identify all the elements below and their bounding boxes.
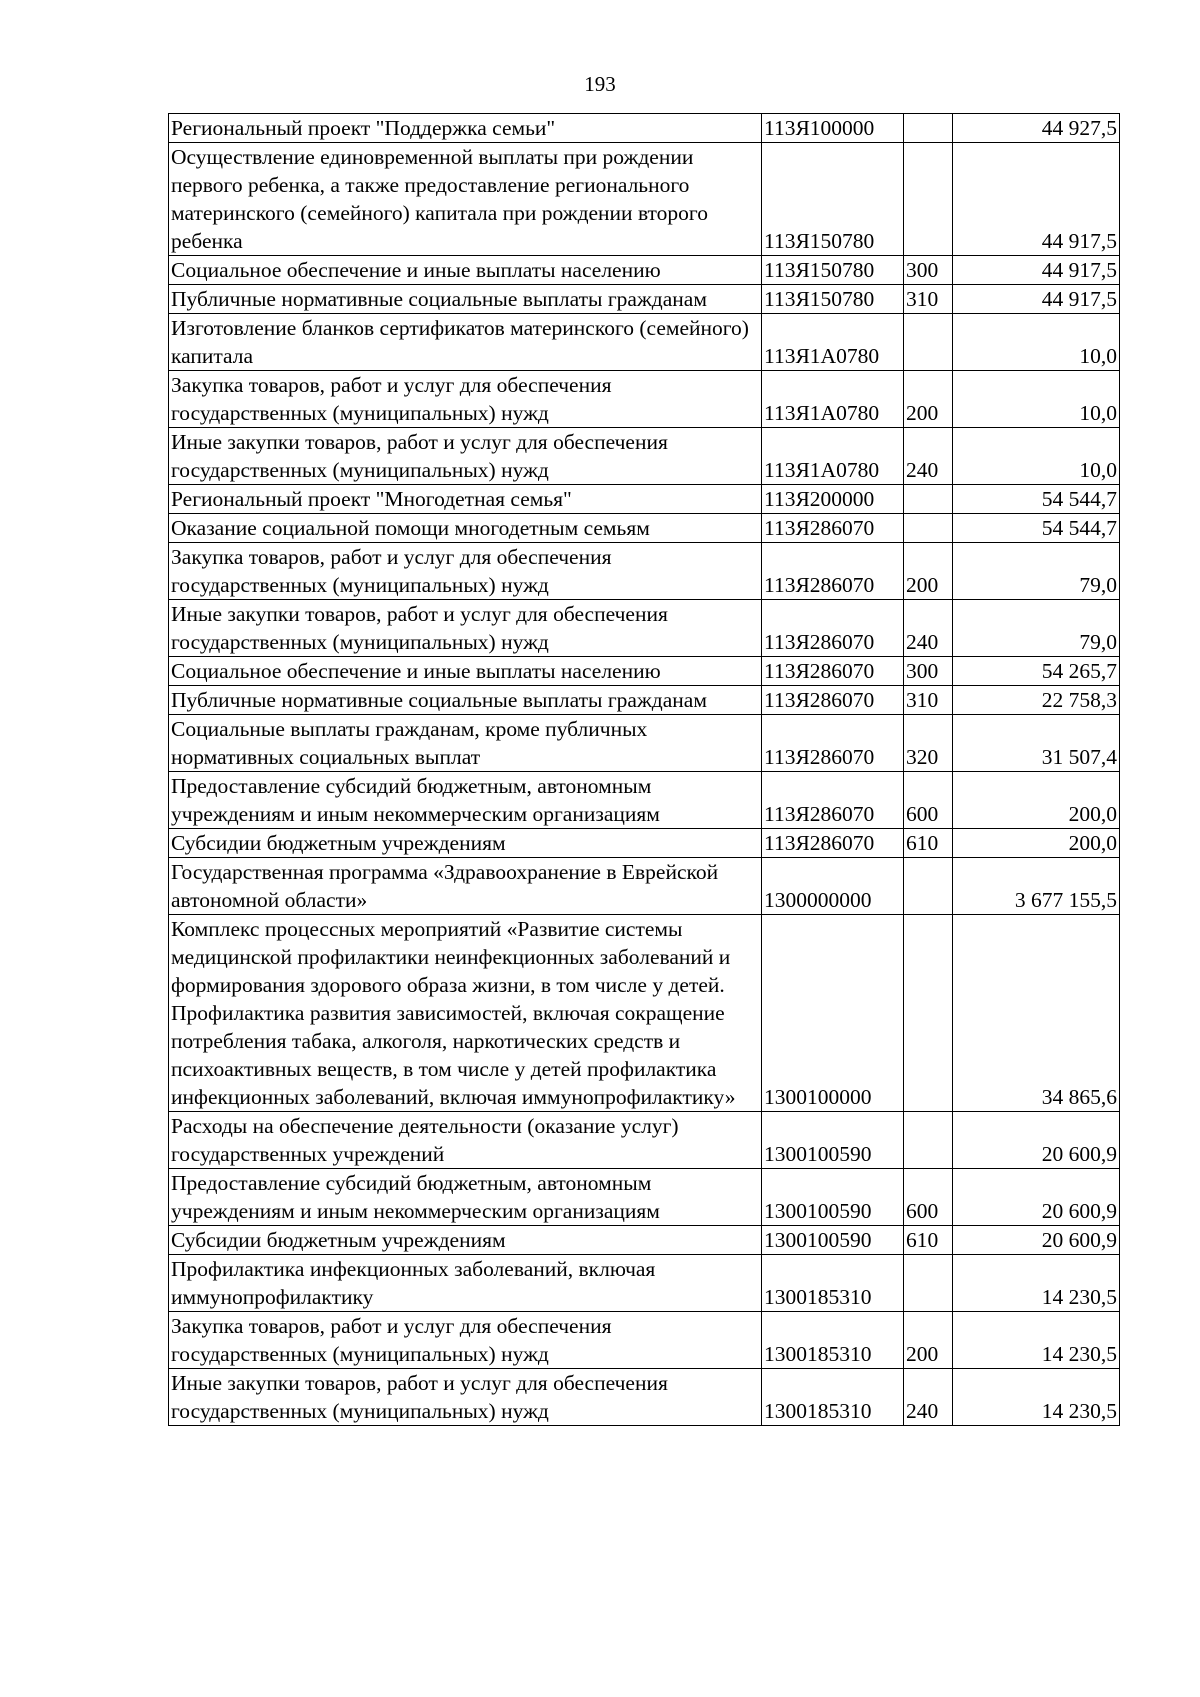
page-number: 193 xyxy=(584,72,616,96)
row-code-cell: 113Я150780 xyxy=(762,256,904,285)
row-code-cell: 113Я286070 xyxy=(762,686,904,715)
row-amount-cell: 54 265,7 xyxy=(953,657,1120,686)
table-row xyxy=(169,371,1120,428)
row-type-cell xyxy=(904,314,953,371)
row-code-cell: 113Я150780 xyxy=(762,143,904,256)
row-amount-cell: 44 917,5 xyxy=(953,143,1120,256)
row-amount-cell: 54 544,7 xyxy=(953,485,1120,514)
table-row xyxy=(169,1255,1120,1312)
row-type-cell: 300 xyxy=(904,256,953,285)
table-row xyxy=(169,772,1120,829)
row-code-cell: 113Я1А0780 xyxy=(762,428,904,485)
row-code-cell: 113Я286070 xyxy=(762,715,904,772)
row-code-cell: 1300185310 xyxy=(762,1255,904,1312)
row-amount-cell: 200,0 xyxy=(953,772,1120,829)
row-amount-cell: 44 927,5 xyxy=(953,114,1120,143)
table-row xyxy=(169,1312,1120,1369)
row-name-cell: Комплекс процессных мероприятий «Развитие системы медицинской профилактики неинфекционных заболеваний и формирования здорового образа жизни, в том числе у детей. Профилактика развития зависимостей, включая сокращение потребления табака, алкоголя, наркотических средств и психоактивных веществ, в том числе у детей профилактика инфекционных заболеваний, включая иммунопрофилактику» xyxy=(169,915,762,1112)
row-name-cell: Иные закупки товаров, работ и услуг для обеспечения государственных (муниципальных) нужд xyxy=(169,428,762,485)
row-name-cell: Предоставление субсидий бюджетным, автономным учреждениям и иным некоммерческим организациям xyxy=(169,1169,762,1226)
row-name-cell: Социальное обеспечение и иные выплаты населению xyxy=(169,256,762,285)
row-amount-cell: 79,0 xyxy=(953,543,1120,600)
row-code-cell: 1300185310 xyxy=(762,1312,904,1369)
row-name-cell: Социальные выплаты гражданам, кроме публичных нормативных социальных выплат xyxy=(169,715,762,772)
row-type-cell: 240 xyxy=(904,1369,953,1426)
row-name-cell: Закупка товаров, работ и услуг для обеспечения государственных (муниципальных) нужд xyxy=(169,371,762,428)
row-amount-cell: 20 600,9 xyxy=(953,1226,1120,1255)
row-type-cell: 310 xyxy=(904,285,953,314)
row-type-cell: 310 xyxy=(904,686,953,715)
row-amount-cell: 20 600,9 xyxy=(953,1169,1120,1226)
row-type-cell: 600 xyxy=(904,1169,953,1226)
row-amount-cell: 3 677 155,5 xyxy=(953,858,1120,915)
row-code-cell: 113Я286070 xyxy=(762,600,904,657)
row-type-cell xyxy=(904,1112,953,1169)
row-type-cell: 200 xyxy=(904,1312,953,1369)
row-type-cell xyxy=(904,143,953,256)
table-row xyxy=(169,428,1120,485)
row-name-cell: Публичные нормативные социальные выплаты гражданам xyxy=(169,686,762,715)
row-code-cell: 113Я200000 xyxy=(762,485,904,514)
row-name-cell: Региональный проект "Поддержка семьи" xyxy=(169,114,762,143)
row-code-cell: 1300100590 xyxy=(762,1169,904,1226)
table-row xyxy=(169,114,1120,143)
row-amount-cell: 14 230,5 xyxy=(953,1255,1120,1312)
row-code-cell: 113Я286070 xyxy=(762,543,904,600)
row-name-cell: Региональный проект "Многодетная семья" xyxy=(169,485,762,514)
row-amount-cell: 31 507,4 xyxy=(953,715,1120,772)
table-row xyxy=(169,715,1120,772)
table-row xyxy=(169,686,1120,715)
table-row xyxy=(169,915,1120,1112)
row-name-cell: Оказание социальной помощи многодетным семьям xyxy=(169,514,762,543)
row-type-cell: 240 xyxy=(904,428,953,485)
row-type-cell: 200 xyxy=(904,543,953,600)
row-amount-cell: 22 758,3 xyxy=(953,686,1120,715)
row-code-cell: 113Я150780 xyxy=(762,285,904,314)
row-type-cell: 600 xyxy=(904,772,953,829)
table-row xyxy=(169,858,1120,915)
row-amount-cell: 44 917,5 xyxy=(953,285,1120,314)
row-type-cell: 200 xyxy=(904,371,953,428)
row-code-cell: 113Я1А0780 xyxy=(762,371,904,428)
row-name-cell: Иные закупки товаров, работ и услуг для обеспечения государственных (муниципальных) нужд xyxy=(169,1369,762,1426)
row-type-cell xyxy=(904,858,953,915)
row-name-cell: Субсидии бюджетным учреждениям xyxy=(169,1226,762,1255)
row-amount-cell: 10,0 xyxy=(953,371,1120,428)
row-code-cell: 113Я286070 xyxy=(762,772,904,829)
table-row xyxy=(169,1169,1120,1226)
row-code-cell: 113Я286070 xyxy=(762,514,904,543)
table-row xyxy=(169,1369,1120,1426)
table-row xyxy=(169,256,1120,285)
row-code-cell: 1300100590 xyxy=(762,1112,904,1169)
row-type-cell: 320 xyxy=(904,715,953,772)
row-name-cell: Субсидии бюджетным учреждениям xyxy=(169,829,762,858)
table-row xyxy=(169,514,1120,543)
row-name-cell: Закупка товаров, работ и услуг для обеспечения государственных (муниципальных) нужд xyxy=(169,543,762,600)
row-amount-cell: 14 230,5 xyxy=(953,1312,1120,1369)
row-code-cell: 1300185310 xyxy=(762,1369,904,1426)
table-row xyxy=(169,485,1120,514)
row-amount-cell: 20 600,9 xyxy=(953,1112,1120,1169)
table-row xyxy=(169,829,1120,858)
table-row xyxy=(169,1226,1120,1255)
table-row xyxy=(169,285,1120,314)
row-name-cell: Профилактика инфекционных заболеваний, включая иммунопрофилактику xyxy=(169,1255,762,1312)
row-name-cell: Иные закупки товаров, работ и услуг для обеспечения государственных (муниципальных) нужд xyxy=(169,600,762,657)
row-type-cell: 240 xyxy=(904,600,953,657)
row-type-cell xyxy=(904,1255,953,1312)
table-row xyxy=(169,657,1120,686)
row-amount-cell: 34 865,6 xyxy=(953,915,1120,1112)
row-name-cell: Изготовление бланков сертификатов материнского (семейного) капитала xyxy=(169,314,762,371)
row-type-cell xyxy=(904,514,953,543)
row-amount-cell: 10,0 xyxy=(953,428,1120,485)
row-amount-cell: 14 230,5 xyxy=(953,1369,1120,1426)
row-name-cell: Государственная программа «Здравоохранение в Еврейской автономной области» xyxy=(169,858,762,915)
row-name-cell: Публичные нормативные социальные выплаты гражданам xyxy=(169,285,762,314)
row-name-cell: Расходы на обеспечение деятельности (оказание услуг) государственных учреждений xyxy=(169,1112,762,1169)
row-code-cell: 113Я286070 xyxy=(762,829,904,858)
row-type-cell xyxy=(904,485,953,514)
row-type-cell xyxy=(904,114,953,143)
table-row xyxy=(169,143,1120,256)
row-code-cell: 113Я1А0780 xyxy=(762,314,904,371)
row-code-cell: 113Я100000 xyxy=(762,114,904,143)
row-amount-cell: 79,0 xyxy=(953,600,1120,657)
budget-table xyxy=(168,113,1120,1426)
row-code-cell: 1300000000 xyxy=(762,858,904,915)
table-row xyxy=(169,543,1120,600)
row-type-cell: 610 xyxy=(904,829,953,858)
row-name-cell: Закупка товаров, работ и услуг для обеспечения государственных (муниципальных) нужд xyxy=(169,1312,762,1369)
table-row xyxy=(169,1112,1120,1169)
row-name-cell: Предоставление субсидий бюджетным, автономным учреждениям и иным некоммерческим организациям xyxy=(169,772,762,829)
row-name-cell: Осуществление единовременной выплаты при рождении первого ребенка, а также предоставление регионального материнского (семейного) капитала при рождении второго ребенка xyxy=(169,143,762,256)
row-amount-cell: 200,0 xyxy=(953,829,1120,858)
row-amount-cell: 10,0 xyxy=(953,314,1120,371)
budget-table-body xyxy=(169,114,1120,1426)
row-type-cell: 610 xyxy=(904,1226,953,1255)
row-type-cell xyxy=(904,915,953,1112)
row-code-cell: 1300100590 xyxy=(762,1226,904,1255)
row-type-cell: 300 xyxy=(904,657,953,686)
row-amount-cell: 44 917,5 xyxy=(953,256,1120,285)
table-row xyxy=(169,314,1120,371)
row-name-cell: Социальное обеспечение и иные выплаты населению xyxy=(169,657,762,686)
row-code-cell: 113Я286070 xyxy=(762,657,904,686)
row-code-cell: 1300100000 xyxy=(762,915,904,1112)
table-row xyxy=(169,600,1120,657)
row-amount-cell: 54 544,7 xyxy=(953,514,1120,543)
